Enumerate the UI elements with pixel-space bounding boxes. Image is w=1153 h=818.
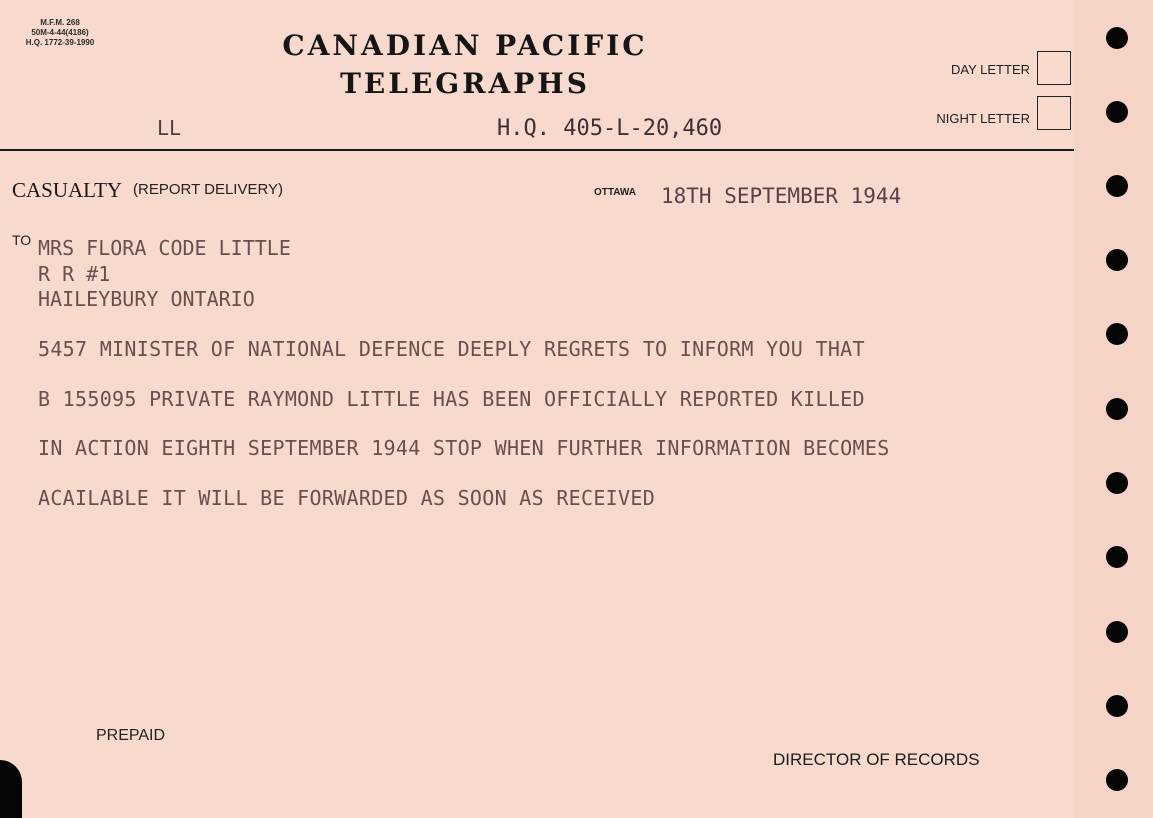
day-letter-label: DAY LETTER: [951, 62, 1030, 77]
punch-hole: [1106, 27, 1128, 49]
company-name: CANADIAN PACIFIC: [282, 29, 648, 62]
reference-number: H.Q. 405-L-20,460: [497, 116, 723, 141]
punch-hole: [1106, 472, 1128, 494]
torn-corner-shadow: [0, 760, 22, 818]
origin-label: OTTAWA: [594, 187, 637, 198]
to-label: TO: [12, 232, 32, 248]
category-label: CASUALTY: [12, 178, 123, 202]
punch-hole: [1106, 546, 1128, 568]
punch-hole: [1106, 249, 1128, 271]
punch-hole: [1106, 769, 1128, 791]
punch-hole: [1106, 398, 1128, 420]
punch-hole: [1106, 175, 1128, 197]
company-division: TELEGRAPHS: [340, 67, 590, 100]
night-letter-label: NIGHT LETTER: [936, 111, 1030, 126]
message-line: IN ACTION EIGHTH SEPTEMBER 1944 STOP WHEN FURTHER INFORMATION BECOMES: [38, 436, 890, 460]
recipient-route: R R #1: [38, 262, 111, 286]
night-letter-checkbox[interactable]: [1037, 96, 1071, 130]
message-line: 5457 MINISTER OF NATIONAL DEFENCE DEEPLY REGRETS TO INFORM YOU THAT: [38, 337, 865, 361]
payment-status: PREPAID: [96, 727, 166, 744]
form-code-block: [14, 18, 106, 48]
delivery-note: (REPORT DELIVERY): [133, 181, 284, 198]
punch-hole: [1106, 695, 1128, 717]
sender-signature: DIRECTOR OF RECORDS: [773, 750, 980, 769]
class-code: LL: [157, 116, 182, 140]
form-code-line: H.Q. 1772-39-1990: [25, 38, 95, 47]
recipient-town: HAILEYBURY ONTARIO: [38, 287, 255, 311]
punch-hole: [1106, 621, 1128, 643]
company-header: [240, 27, 690, 103]
header-divider: [0, 149, 1074, 151]
recipient-name: MRS FLORA CODE LITTLE: [38, 236, 291, 260]
telegram-date: 18TH SEPTEMBER 1944: [661, 184, 902, 208]
form-code-line: M.F.M. 268: [40, 18, 80, 27]
message-line: B 155095 PRIVATE RAYMOND LITTLE HAS BEEN OFFICIALLY REPORTED KILLED: [38, 387, 865, 411]
punch-hole: [1106, 323, 1128, 345]
form-code-line: 50M-4-44(4186): [31, 28, 89, 37]
day-letter-checkbox[interactable]: [1037, 51, 1071, 85]
message-line: ACAILABLE IT WILL BE FORWARDED AS SOON AS RECEIVED: [38, 486, 656, 510]
punch-hole: [1106, 101, 1128, 123]
